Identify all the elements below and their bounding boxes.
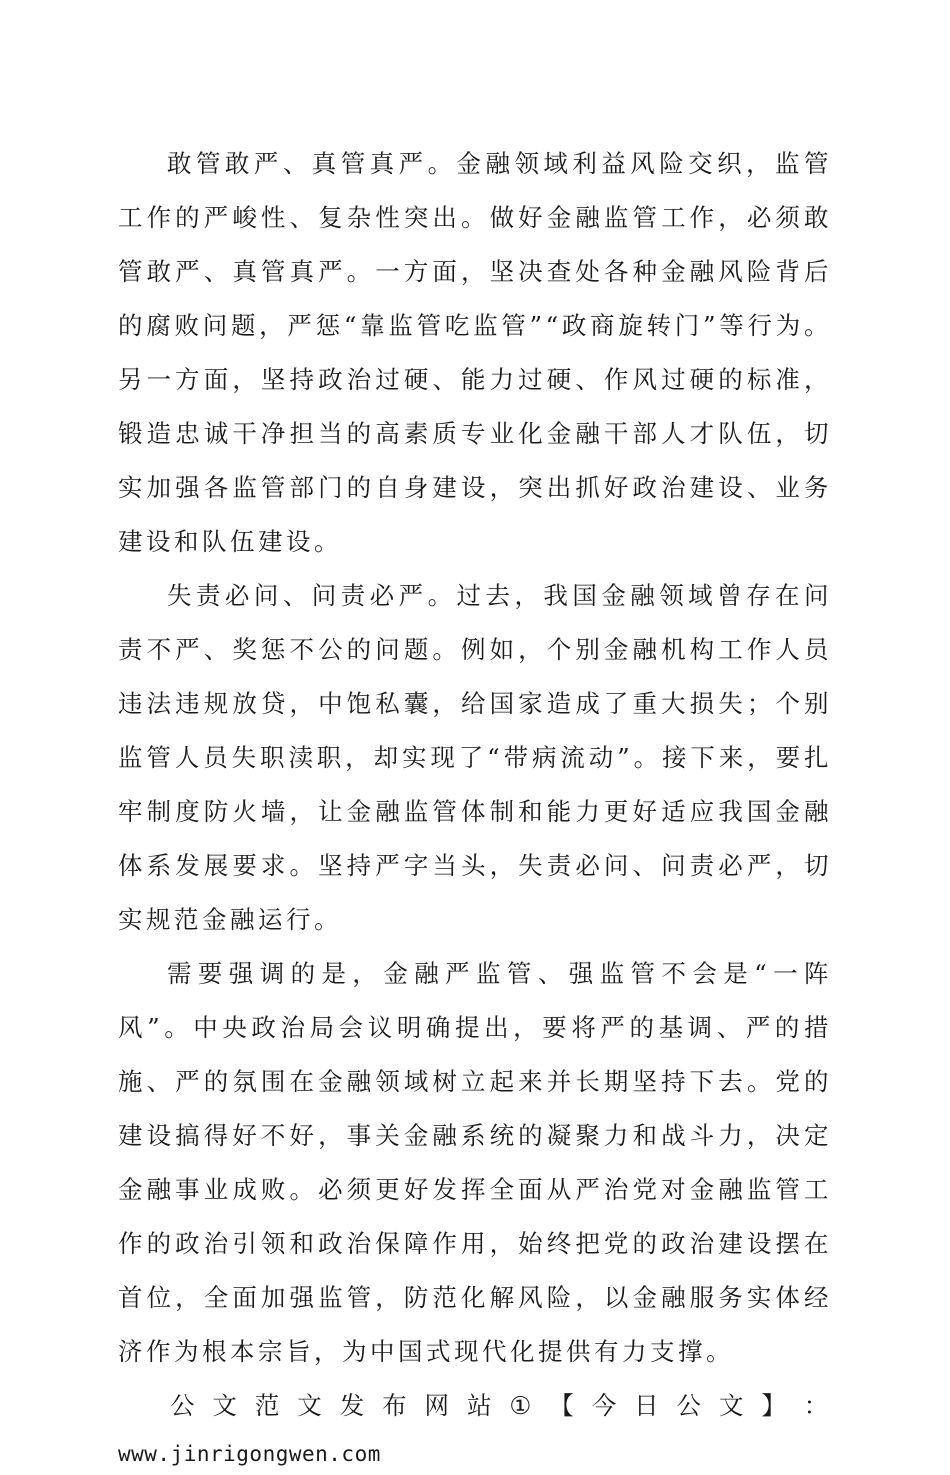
footer-char: ： [803,1391,832,1420]
footer-char: 【 [549,1391,578,1420]
footer-source-line [118,1379,832,1433]
footer-char: 站 [466,1391,495,1420]
footer-char: 文 [297,1391,326,1420]
footer-char: 公 [676,1391,705,1420]
footer-char: 日 [634,1391,663,1420]
footer-char: 发 [339,1391,368,1420]
footer-char: 网 [424,1391,453,1420]
footer-char: 今 [591,1391,620,1420]
document-body [118,137,832,1475]
footer-char: 】 [761,1391,790,1420]
paragraph-3: 需要强调的是，金融严监管、强监管不会是“一阵风”。中央政治局会议明确提出，要将严的基调、严的措施、严的氛围在金融领域树立起来并长期坚持下去。党的建设搞得好不好，事关金融系统的凝聚力和战斗力，决定金融事业成败。必须更好发挥全面从严治党对金融监管工作的政治引领和政治保障作用，始终把党的政治建设摆在首位，全面加强监管，防范化解风险，以金融服务实体经济作为根本宗旨，为中国式现代化提供有力支撑。 [118,959,832,1366]
footer-char: 文 [718,1391,747,1420]
footer-char: ① [509,1391,535,1420]
footer-char: 布 [382,1391,411,1420]
footer-url: www.jinrigongwen.com [118,1442,381,1466]
footer-char: 范 [254,1391,283,1420]
footer-char: 文 [212,1391,241,1420]
footer-char: 公 [170,1391,198,1420]
paragraph-2: 失责必问、问责必严。过去，我国金融领域曾存在问责不严、奖惩不公的问题。例如，个别金融机构工作人员违法违规放贷，中饱私囊，给国家造成了重大损失；个别监管人员失职渎职，却实现了“带病流动”。接下来，要扎牢制度防火墙，让金融监管体制和能力更好适应我国金融体系发展要求。坚持严字当头，失责必问、问责必严，切实规范金融运行。 [118,581,832,934]
paragraph-1: 敢管敢严、真管真严。金融领域利益风险交织，监管工作的严峻性、复杂性突出。做好金融监管工作，必须敢管敢严、真管真严。一方面，坚决查处各种金融风险背后的腐败问题，严惩“靠监管吃监管”“政商旋转门”等行为。另一方面，坚持政治过硬、能力过硬、作风过硬的标准，锻造忠诚干净担当的高素质专业化金融干部人才队伍，切实加强各监管部门的自身建设，突出抓好政治建设、业务建设和队伍建设。 [118,149,832,556]
